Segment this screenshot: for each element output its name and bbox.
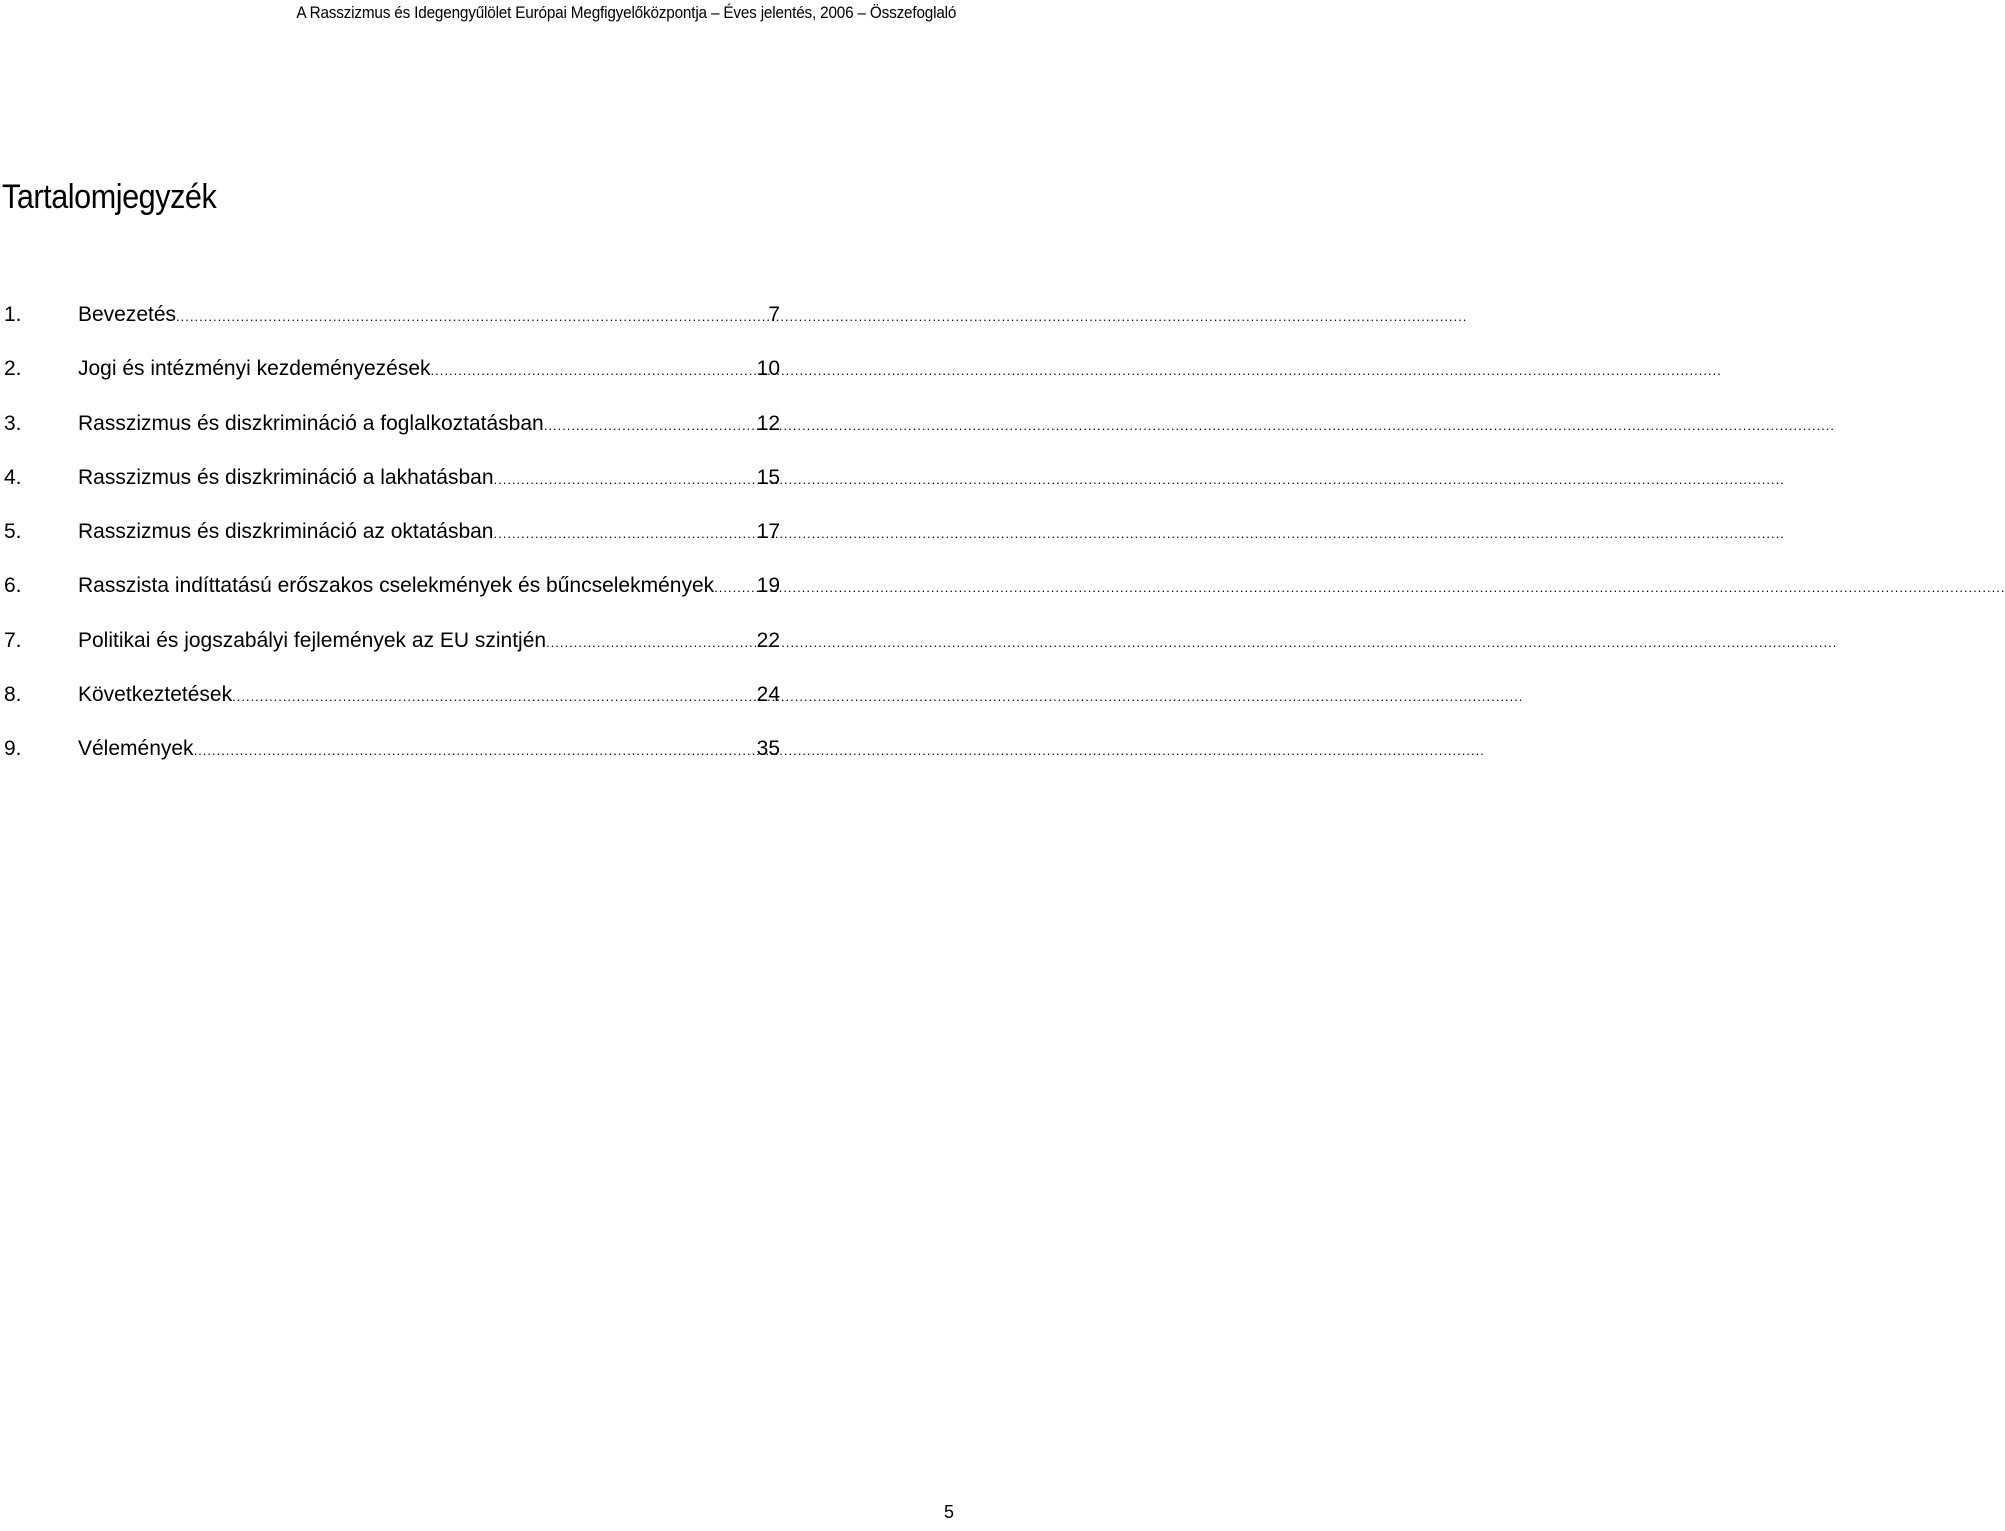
toc-entry-number: 8.: [4, 683, 22, 707]
toc-entry-number: 9.: [4, 737, 22, 761]
toc-entry-number: 2.: [4, 357, 22, 381]
toc-entry-9[interactable]: [4, 734, 780, 788]
toc-entry-number: 5.: [4, 520, 22, 544]
toc-entry-8[interactable]: [4, 680, 780, 734]
toc-entry-page: 7: [768, 303, 780, 326]
toc-entry-page: 35: [756, 737, 780, 761]
toc-entry-6[interactable]: [4, 571, 780, 625]
toc-entry-1[interactable]: [4, 300, 780, 354]
toc-entry-page: 22: [756, 628, 780, 652]
toc-entry-label: Bevezetés: [78, 303, 177, 326]
running-header: A Rasszizmus és Idegengyűlölet Európai Megfigyelőközpontja – Éves jelentés, 2006 – Összefoglaló: [296, 3, 956, 22]
toc-entry-page: 17: [756, 520, 780, 544]
toc-dot-leader: [232, 682, 755, 712]
toc-entry-page: 19: [756, 574, 780, 598]
toc-dot-leader: [544, 411, 755, 441]
toc-entry-3[interactable]: [4, 409, 780, 463]
toc-dot-leader: [546, 628, 755, 658]
toc-entry-number: 3.: [4, 411, 22, 435]
toc-entry-label: Jogi és intézményi kezdeményezések: [78, 357, 431, 381]
toc-entry-page: 24: [756, 683, 780, 707]
toc-dot-leader: [431, 356, 755, 386]
toc-entry-label: Rasszista indíttatású erőszakos cselekmények és bűncselekmények: [78, 574, 715, 598]
toc-dot-leader: [714, 573, 755, 603]
toc-entry-number: 6.: [4, 574, 22, 598]
page-number: 5: [943, 1502, 954, 1522]
toc-entry-label: Rasszizmus és diszkrimináció az oktatásban: [78, 520, 494, 544]
toc-entry-number: 4.: [4, 465, 22, 489]
toc-entry-page: 10: [756, 357, 780, 381]
toc-entry-number: 7.: [4, 628, 22, 652]
toc-entry-label: Politikai és jogszabályi fejlemények az EU szintjén: [78, 628, 547, 652]
toc-entry-label: Következtetések: [78, 683, 233, 707]
toc-entry-4[interactable]: [4, 463, 780, 517]
toc-dot-leader: [494, 519, 755, 549]
toc-entry-5[interactable]: [4, 517, 780, 571]
toc-dot-leader: [494, 465, 755, 495]
toc-entry-label: Vélemények: [78, 737, 194, 761]
toc-entry-page: 12: [756, 411, 780, 435]
toc-entry-label: Rasszizmus és diszkrimináció a foglalkoztatásban: [78, 411, 544, 435]
toc-entry-number: 1.: [4, 303, 22, 326]
toc-title: Tartalomjegyzék: [2, 178, 217, 216]
toc-entry-2[interactable]: [4, 354, 780, 408]
toc-list: [4, 300, 780, 789]
toc-entry-page: 15: [756, 465, 780, 489]
toc-entry-7[interactable]: [4, 626, 780, 680]
toc-dot-leader: [194, 736, 755, 766]
toc-entry-label: Rasszizmus és diszkrimináció a lakhatásban: [78, 465, 494, 489]
toc-dot-leader: [176, 302, 766, 332]
